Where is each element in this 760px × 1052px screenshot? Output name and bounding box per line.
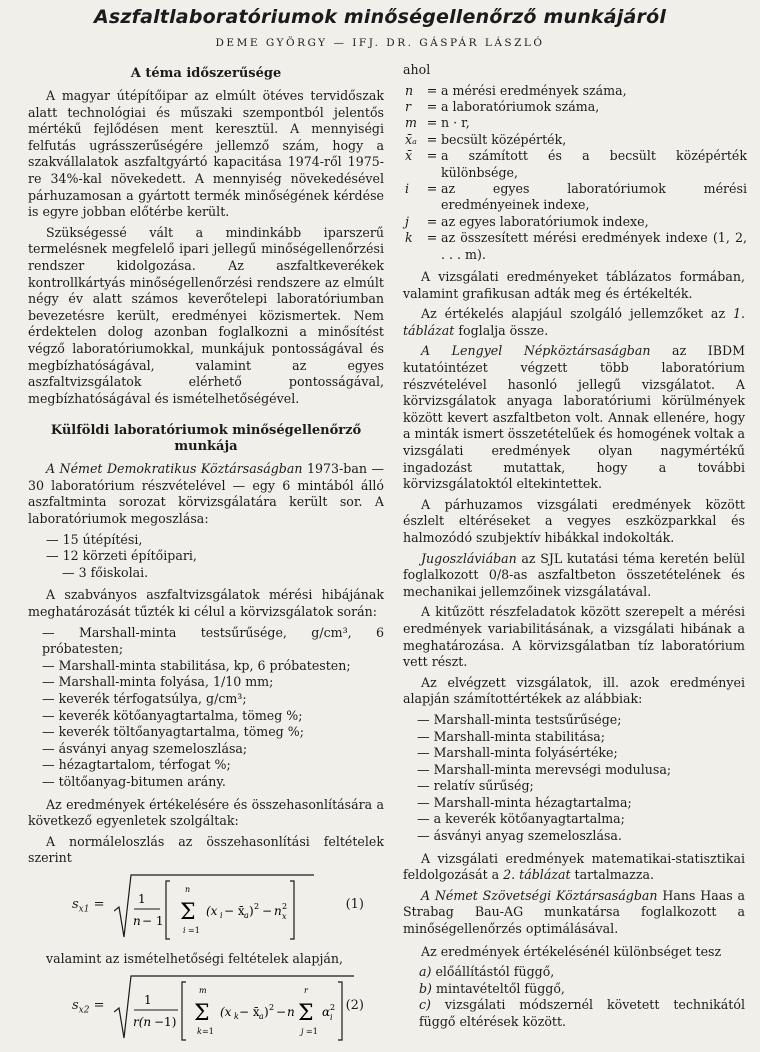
deviation-types-list bbox=[403, 964, 745, 1030]
list-item: — relatív sűrűség; bbox=[417, 778, 745, 795]
svg-text:n: n bbox=[133, 913, 141, 928]
svg-text:): ) bbox=[249, 903, 254, 918]
svg-text:1: 1 bbox=[138, 891, 146, 906]
list-item: — Marshall-minta folyása, 1/10 mm; bbox=[42, 674, 384, 691]
svg-text:r(n: r(n bbox=[133, 1014, 152, 1029]
paragraph bbox=[28, 461, 384, 527]
paragraph bbox=[403, 343, 745, 492]
svg-text:− x̄: − x̄ bbox=[239, 1004, 260, 1019]
formula-1 bbox=[28, 871, 384, 945]
svg-text:n: n bbox=[274, 903, 282, 918]
lab-distribution-list bbox=[28, 532, 384, 582]
computed-values-list bbox=[403, 712, 745, 845]
svg-text:a: a bbox=[259, 1011, 264, 1021]
svg-text:n: n bbox=[185, 884, 191, 894]
svg-text:(x: (x bbox=[206, 903, 218, 918]
item-label: a) bbox=[419, 964, 432, 980]
svg-text:1: 1 bbox=[144, 992, 152, 1007]
paragraph: A normáleloszlás az összehasonlítási feltételek szerint bbox=[28, 833, 384, 866]
svg-text:=1: =1 bbox=[306, 1026, 318, 1036]
svg-text:=1: =1 bbox=[202, 1026, 214, 1036]
svg-text:Σ: Σ bbox=[298, 1000, 314, 1026]
svg-text:−1): −1) bbox=[154, 1014, 177, 1029]
item-label: b) bbox=[419, 980, 432, 996]
list-item bbox=[419, 997, 745, 1030]
symbol: j bbox=[405, 213, 409, 229]
definition: a mérési eredmények száma, bbox=[441, 82, 627, 98]
definition-row: m = n · r, bbox=[405, 115, 747, 131]
section-heading-topicality: A téma időszerűsége bbox=[130, 66, 282, 81]
symbol: x̄ₐ bbox=[405, 131, 417, 147]
svg-text:2: 2 bbox=[254, 901, 260, 911]
svg-text:i: i bbox=[220, 910, 223, 920]
list-item: — Marshall-minta stabilitása; bbox=[417, 729, 745, 746]
list-item: — 12 körzeti építőipari, bbox=[46, 548, 384, 565]
definition-row: n = a mérési eredmények száma, bbox=[405, 83, 747, 99]
svg-text:=1: =1 bbox=[188, 925, 200, 935]
svg-text:n: n bbox=[287, 1004, 295, 1019]
svg-text:x: x bbox=[282, 911, 287, 921]
list-item: — hézagtartalom, térfogat %; bbox=[42, 757, 384, 774]
item-text: mintavételtől függő, bbox=[436, 980, 565, 996]
definition-row: i = az egyes laboratóriumok mérési eredményeinek indexe, bbox=[405, 181, 747, 213]
list-item: — ásványi anyag szemeloszlása. bbox=[417, 828, 745, 845]
list-item: — 3 főiskolai. bbox=[46, 565, 384, 582]
paragraph-text: Hans Haas a Strabag Bau-AG munkatársa foglalkozott a minőségellenőrzés optimálásával. bbox=[403, 887, 745, 937]
definition-row: x̄ = a számított és a becsült középérték különbsége, bbox=[405, 148, 747, 180]
definition: a laboratóriumok száma, bbox=[441, 99, 600, 114]
where-label: ahol bbox=[403, 62, 431, 77]
svg-text:i: i bbox=[330, 1012, 333, 1022]
country-emphasis: A Német Demokratikus Köztársaságban bbox=[46, 461, 303, 477]
paragraph-text: foglalja össze. bbox=[454, 322, 549, 338]
definition: az összesített mérési eredmények indexe (1, 2, . . . m). bbox=[441, 230, 747, 262]
list-item bbox=[419, 964, 745, 981]
paragraph-text: Az értékelés alapjául szolgáló jellemzőket az bbox=[421, 306, 733, 322]
paragraph: Szükségessé vált a mindinkább iparszerű termelésnek megfelelő ipari jellegű minőségellenőrzési rendszer kidolgozása. Az aszfaltkeverékek kontrollkártyás minőségellenőrzési rendszere az elmúlt négy év alatt számos keverőtelepi laboratóriumban bevezetésre került, eredményei közismertek. Nem érdektelen dolog azonban foglalkozni a minősítést végző laboratóriumokkal, munkájuk pontosságával és megbízhatóságával, valamint az egyes aszfaltvizsgálatok elérhető pontosságával, megbízhatóságával és ismételhetőségével. bbox=[28, 224, 384, 406]
symbol: n bbox=[405, 82, 414, 98]
definition: a számított és a becsült középérték különbsége, bbox=[441, 148, 747, 180]
equation-number-1: (1) bbox=[345, 896, 364, 912]
paragraph bbox=[403, 888, 745, 938]
equation-number-2: (2) bbox=[345, 997, 364, 1013]
symbol: k bbox=[405, 230, 413, 246]
paragraph: A magyar útépítőipar az elmúlt ötéves tervidőszak alatt technológiai és műszaki szempontból jelentős mértékű fejlődésen ment keresztül. A mennyiségi felfutás ugrásszerűségére jellemző szám, hogy a szakvállalatok aszfaltgyártó kapacitása 1974-ről 1975-re 34%-kal növekedett. A mennyiség növekedésével párhuzamosan a gyártott termék minőségének kérdése is egyre jobban előtérbe került. bbox=[28, 88, 384, 220]
test-list bbox=[28, 625, 384, 791]
paragraph bbox=[403, 851, 745, 884]
list-item: — Marshall-minta folyásértéke; bbox=[417, 745, 745, 762]
paragraph-text: az SJL kutatási téma keretén belül foglalkozott 0/8-as aszfaltbeton összetételének és mechanikai jellemzőinek vizsgálatával. bbox=[403, 550, 745, 599]
svg-text:i: i bbox=[183, 925, 186, 935]
list-item: — keverék térfogatsúlya, g/cm³; bbox=[42, 691, 384, 708]
list-item: — ásványi anyag szemeloszlása; bbox=[42, 741, 384, 758]
definition-row: r = a laboratóriumok száma, bbox=[405, 99, 747, 115]
table-reference: 1. táblázat bbox=[403, 306, 745, 338]
svg-text:2: 2 bbox=[282, 901, 288, 911]
list-item: — töltőanyag-bitumen arány. bbox=[42, 774, 384, 791]
list-item: — Marshall-minta testsűrűsége; bbox=[417, 712, 745, 729]
list-item: — Marshall-minta hézagtartalma; bbox=[417, 795, 745, 812]
svg-text:α: α bbox=[322, 1004, 331, 1019]
svg-text:Σ: Σ bbox=[194, 1000, 210, 1026]
paragraph: A párhuzamos vizsgálati eredmények között észlelt eltéréseket a vegyes eszközparkkal és halmozódó szubjektív hibákkal indokolták. bbox=[403, 496, 745, 545]
svg-text:− x̄: − x̄ bbox=[224, 903, 245, 918]
left-column bbox=[28, 62, 384, 1052]
list-item: — keverék töltőanyagtartalma, tömeg %; bbox=[42, 724, 384, 741]
paragraph: Az eredmények értékelésénél különbséget tesz bbox=[421, 943, 722, 959]
item-text: előállítástól függő, bbox=[435, 964, 555, 980]
svg-text:m: m bbox=[199, 985, 207, 995]
list-item: — Marshall-minta testsűrűsége, g/cm³, 6 próbatesten; bbox=[42, 625, 384, 658]
paragraph: A kitűzött részfeladatok között szerepelt a mérési eredmények variabilitásának, a vizsgálati hibának a meghatározása. A körvizsgálatban tíz laboratórium vett részt. bbox=[403, 604, 745, 670]
svg-text:2: 2 bbox=[330, 1002, 336, 1012]
paragraph: A vizsgálati eredményeket táblázatos formában, valamint grafikusan adták meg és értékelték. bbox=[403, 269, 745, 301]
paragraph: A szabványos aszfaltvizsgálatok mérési hibájának meghatározását tűzték ki célul a körvizsgálatok során: bbox=[28, 587, 384, 620]
svg-text:k: k bbox=[197, 1026, 202, 1036]
symbol-definitions bbox=[405, 83, 747, 263]
list-item: — 15 útépítési, bbox=[46, 532, 384, 549]
svg-text:−: − bbox=[262, 903, 273, 918]
definition: becsült középérték, bbox=[441, 131, 567, 147]
formula-1-expression bbox=[114, 873, 314, 945]
paragraph-text: 1973-ban — 30 laboratórium részvételével — egy 6 mintából álló aszfaltminta sorozat körvizsgálatára került sor. A laboratóriumok megoszlása: bbox=[28, 461, 384, 527]
svg-text:−: − bbox=[276, 1004, 287, 1019]
paragraph-text: A vizsgálati eredmények matematikai-statisztikai feldolgozását a bbox=[403, 850, 745, 883]
formula-2-expression bbox=[114, 974, 354, 1046]
list-item: — a keverék kötőanyagtartalma; bbox=[417, 811, 745, 828]
symbol: r bbox=[405, 99, 412, 114]
svg-text:k: k bbox=[234, 1011, 239, 1021]
definition-row: j = az egyes laboratóriumok indexe, bbox=[405, 214, 747, 230]
formula-1-lhs: $s_{x1}$ = bbox=[72, 896, 105, 915]
country-emphasis: A Lengyel Népköztársaságban bbox=[421, 343, 651, 359]
formula-2-lhs: $s_{x2}$ = bbox=[72, 997, 105, 1016]
svg-text:r: r bbox=[304, 985, 308, 995]
table-reference: 2. táblázat bbox=[503, 867, 571, 883]
svg-text:2: 2 bbox=[269, 1002, 275, 1012]
definition: n · r, bbox=[441, 115, 470, 131]
svg-text:Σ: Σ bbox=[180, 899, 196, 925]
list-item: — keverék kötőanyagtartalma, tömeg %; bbox=[42, 708, 384, 725]
right-column bbox=[403, 62, 745, 1031]
svg-text:j: j bbox=[301, 1026, 304, 1036]
symbol: x̄ bbox=[405, 148, 413, 164]
paragraph bbox=[403, 551, 745, 601]
paragraph: Az elvégzett vizsgálatok, ill. azok eredményei alapján számítottértékek az alábbiak: bbox=[403, 674, 745, 707]
svg-text:a: a bbox=[244, 910, 249, 920]
article-title: Aszfaltlaboratóriumok minőségellenőrző munkájáról bbox=[93, 6, 667, 28]
svg-text:− 1: − 1 bbox=[142, 913, 164, 928]
definition: az egyes laboratóriumok indexe, bbox=[441, 213, 649, 229]
definition: az egyes laboratóriumok mérési eredményeinek indexe, bbox=[441, 181, 747, 213]
formula-2 bbox=[28, 972, 384, 1046]
definition-row: k = az összesített mérési eredmények indexe (1, 2, . . . m). bbox=[405, 230, 747, 262]
paragraph-text: az IBDM kutatóintézet végzett több laboratórium részvételével hasonló jellegű vizsgálatot. A körvizsgálatok anyaga laboratóriumi körülmények között kevert aszfaltbeton volt. Annak ellenére, hogy a minták ismert összetételűek és homogének voltak a vizsgálati eredmények olyan nagymértékű ingadozást mutattak, hogy a további körvizsgálatoktól eltekintettek. bbox=[403, 343, 745, 492]
paragraph bbox=[403, 306, 745, 339]
definition-row: x̄ₐ = becsült középérték, bbox=[405, 132, 747, 148]
item-label: c) bbox=[419, 997, 431, 1013]
item-text: vizsgálati módszernél követett technikától függő eltérések között. bbox=[419, 997, 745, 1029]
paragraph: valamint az ismételhetőségi feltételek alapján, bbox=[46, 950, 344, 966]
list-item: — Marshall-minta stabilitása, kp, 6 próbatesten; bbox=[42, 658, 384, 675]
svg-text:(x: (x bbox=[220, 1004, 232, 1019]
paragraph-text: tartalmazza. bbox=[570, 867, 654, 883]
country-emphasis: A Német Szövetségi Köztársaságban bbox=[421, 887, 658, 903]
list-item: — Marshall-minta merevségi modulusa; bbox=[417, 762, 745, 779]
list-item bbox=[419, 981, 745, 998]
svg-text:): ) bbox=[264, 1004, 269, 1019]
symbol: i bbox=[405, 181, 410, 197]
section-heading-foreign-labs: Külföldi laboratóriumok minőségellenőrző munkája bbox=[50, 423, 362, 455]
paragraph: Az eredmények értékelésére és összehasonlítására a következő egyenletek szolgáltak: bbox=[28, 796, 384, 829]
country-emphasis: Jugoszláviában bbox=[421, 550, 517, 566]
symbol: m bbox=[405, 115, 417, 131]
article-authors: DEME GYÖRGY — IFJ. DR. GÁSPÁR LÁSZLÓ bbox=[215, 37, 545, 49]
